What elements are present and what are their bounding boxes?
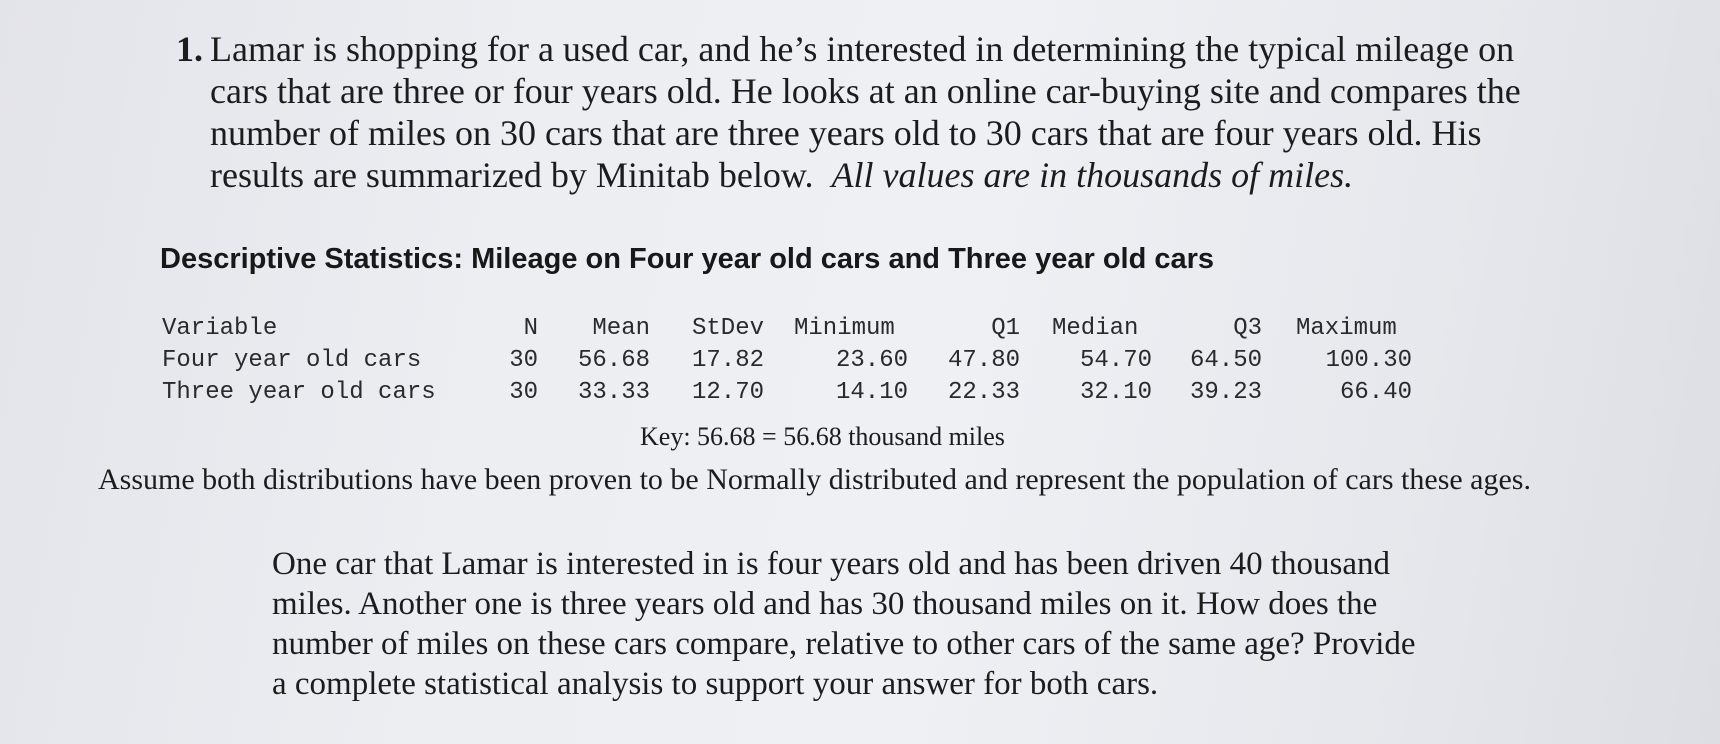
row-four-minimum: 23.60 — [835, 347, 908, 374]
row-four-mean: 56.68 — [577, 347, 650, 374]
task-line-1: One car that Lamar is interested in is four years old and has been driven 40 thousand — [272, 546, 1390, 582]
row-three-n: 30 — [509, 379, 538, 406]
col-header-variable: Variable — [162, 315, 278, 342]
row-four-variable: Four year old cars — [162, 347, 422, 374]
assumption-text: Assume both distributions have been proven to be Normally distributed and represent the population of cars these ages. — [98, 463, 1531, 496]
col-header-n: N — [523, 315, 538, 342]
task-line-4: a complete statistical analysis to support your answer for both cars. — [272, 666, 1159, 702]
row-four-q3: 64.50 — [1189, 347, 1262, 374]
row-four-q1: 47.80 — [947, 347, 1020, 374]
question-line-2: cars that are three or four years old. He looks at an online car-buying site and compares the — [210, 71, 1521, 111]
question-line-3: number of miles on 30 cars that are three years old to 30 cars that are four years old. His — [210, 113, 1482, 153]
row-three-q3: 39.23 — [1189, 379, 1262, 406]
row-three-stdev: 12.70 — [691, 379, 764, 406]
question-number: 1. — [176, 29, 203, 69]
col-header-stdev: StDev — [691, 315, 764, 342]
row-three-maximum: 66.40 — [1339, 379, 1412, 406]
row-four-maximum: 100.30 — [1325, 347, 1412, 374]
col-header-maximum: Maximum — [1296, 315, 1397, 342]
row-four-stdev: 17.82 — [691, 347, 764, 374]
task-line-2: miles. Another one is three years old and has 30 thousand miles on it. How does the — [272, 586, 1378, 622]
row-three-q1: 22.33 — [947, 379, 1020, 406]
col-header-median: Median — [1052, 315, 1139, 342]
question-line-1: Lamar is shopping for a used car, and he’s interested in determining the typical mileage on — [210, 29, 1515, 69]
table-key: Key: 56.68 = 56.68 thousand miles — [640, 422, 1005, 451]
row-three-minimum: 14.10 — [835, 379, 908, 406]
row-three-variable: Three year old cars — [162, 379, 436, 406]
col-header-q1: Q1 — [991, 315, 1020, 342]
question-line-4-text: results are summarized by Minitab below. — [210, 155, 814, 195]
row-three-median: 32.10 — [1079, 379, 1152, 406]
units-note: All values are in thousands of miles. — [831, 155, 1354, 195]
col-header-q3: Q3 — [1233, 315, 1262, 342]
question-line-4 — [210, 154, 1353, 196]
col-header-minimum: Minimum — [794, 315, 895, 342]
row-four-median: 54.70 — [1079, 347, 1152, 374]
task-line-3: number of miles on these cars compare, relative to other cars of the same age? Provide — [272, 626, 1416, 662]
row-four-n: 30 — [509, 347, 538, 374]
col-header-mean: Mean — [592, 315, 650, 342]
row-three-mean: 33.33 — [577, 379, 650, 406]
stats-heading: Descriptive Statistics: Mileage on Four year old cars and Three year old cars — [160, 243, 1215, 275]
